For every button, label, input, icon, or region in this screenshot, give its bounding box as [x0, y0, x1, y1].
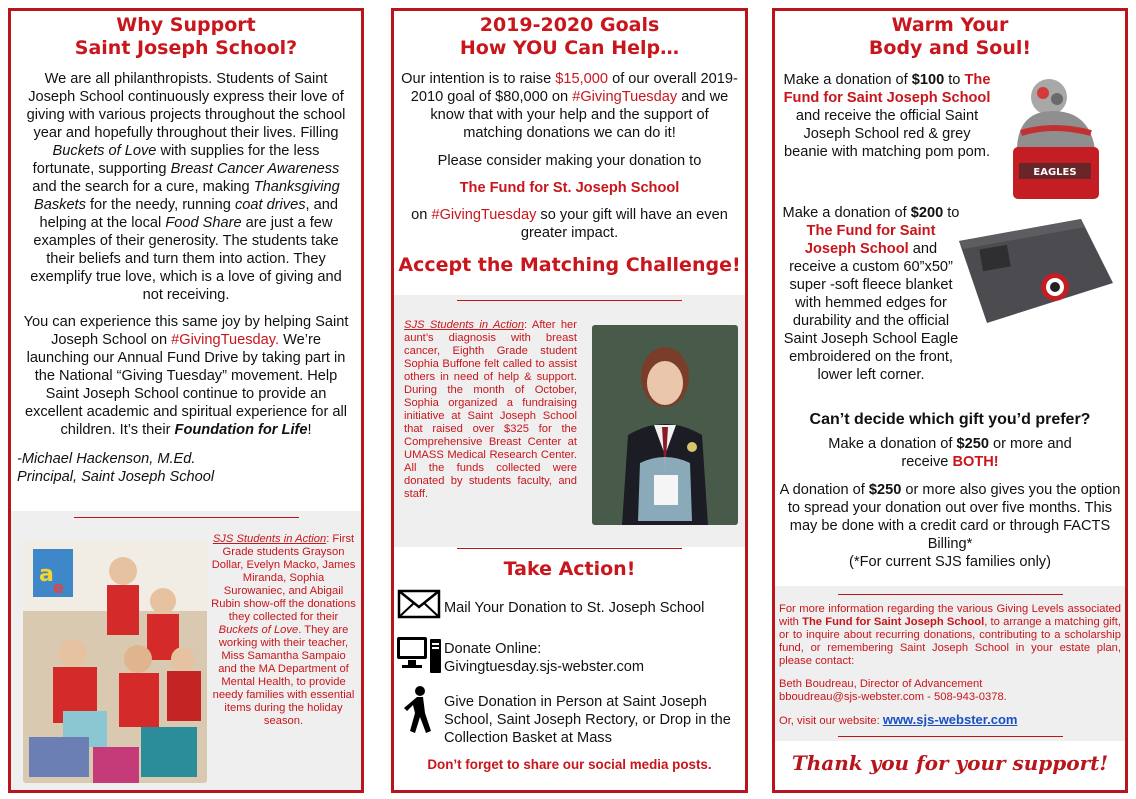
sophia-buffone-photo: [592, 325, 738, 525]
more-info-text: For more information regarding the various Giving Levels associated with The Fund for Saint Joseph School, to arrange a matching gift, or to inquire about recurring donations, contributing to a scholarship fund, or remembering Saint Joseph School in your estate plan, please contact:: [779, 603, 1121, 667]
panel3-title: Warm Your Body and Soul!: [868, 14, 1032, 59]
first-grade-students-photo: [23, 541, 207, 783]
decide-question: Can’t decide which gift you’d prefer?: [809, 411, 1091, 428]
panel2-paragraph-2: Please consider making your donation to: [437, 153, 702, 169]
installment-offer: A donation of $250 or more also gives you the option to spread your donation out over five months. This may be done with a credit card or through FACTS Billing* (*For current SJS families only): [779, 482, 1121, 570]
contact-section: [775, 586, 1125, 741]
computer-icon: [394, 635, 444, 675]
divider: [838, 736, 1063, 737]
panel-warm-your-body: [772, 8, 1128, 793]
panel2-paragraph-3: on #GivingTuesday so your gift will have an even greater impact.: [411, 207, 728, 241]
blanket-offer-text: and receive a custom 60”x50” super -soft fleece blanket with hemmed edges for durability and the official Saint Joseph School Eagle embroidered on the front, lower left corner.: [783, 241, 959, 383]
thank-you-message: Thank you for your support!: [791, 751, 1109, 775]
panel1-paragraph-2: You can experience this same joy by helping Saint Joseph School on #GivingTuesday. We’re launching our Annual Fund Drive by taking part in the National “Giving Tuesday” movement. Help Saint Joseph School continue to provide an excellent academic and spiritual experience for all children. It’s their Foundation for Life!: [23, 314, 349, 438]
website-line: Or, visit our website: www.sjs-webster.com: [779, 712, 1018, 727]
beanie-photo: [1003, 77, 1107, 209]
both-offer: Make a donation of $250 or more and receive BOTH!: [828, 436, 1072, 470]
panel1-caption-section: [11, 511, 361, 790]
panel1-title: Why Support Saint Joseph School?: [74, 14, 298, 59]
divider: [457, 300, 682, 301]
walking-person-icon: [394, 685, 444, 735]
panel2-paragraph-1: Our intention is to raise $15,000 of our overall 2019-2010 goal of $80,000 on #GivingTuesday and we know that with your help and the support of matching donations we can do it!: [401, 71, 738, 141]
panel2-caption-section: [394, 295, 745, 547]
panel1-paragraph-1: We are all philanthropists. Students of Saint Joseph School continuously express their love of giving with various projects throughout the school year and hopefully throughout their lives. Filling Buckets of Love with supplies for the less fortunate, supporting Breast Cancer Awareness and the search for a cure, making Thanksgiving Baskets for the needy, running coat drives, and helping at the local Food Share are just a few examples of their generosity. The students take their beliefs and turn them into action. They exemplify true love, which is a love of giving and not receiving.: [26, 71, 346, 303]
action-mail: Mail Your Donation to St. Joseph School: [394, 589, 745, 619]
action-give-in-person: Give Donation in Person at Saint Joseph School, Saint Joseph Rectory, or Drop in the Collection Basket at Mass: [394, 685, 745, 747]
divider: [74, 517, 299, 518]
matching-challenge-heading: Accept the Matching Challenge!: [398, 254, 741, 276]
blanket-photo: [951, 211, 1121, 331]
fund-name: The Fund for St. Joseph School: [459, 180, 680, 196]
svg-text:e: e: [53, 578, 64, 597]
svg-text:a: a: [39, 562, 54, 587]
share-reminder: Don’t forget to share our social media posts.: [427, 757, 712, 772]
contact-email-phone[interactable]: bboudreau@sjs-webster.com - 508-943-0378.: [779, 691, 1007, 703]
contact-info: Beth Boudreau, Director of Advancement bboudreau@sjs-webster.com - 508-943-0378.: [779, 678, 1121, 704]
divider: [838, 594, 1063, 595]
panel1-photo-caption: SJS Students in Action: First Grade students Grayson Dollar, Evelyn Macko, James Miranda, Sophia Surowaniec, and Abigail Rubin show-off the donations they collected for their Buckets of Love. They are working with their teacher, Miss Samantha Sampaio and the MA Department of Mental Health, to provide needy families with essential items during the holiday season.: [211, 533, 356, 727]
take-action-heading: Take Action!: [503, 558, 636, 580]
beanie-offer: Make a donation of $100 to The Fund for Saint Joseph School and receive the official Saint Joseph School red & grey beanie with matching pom pom.: [783, 72, 991, 160]
panel-why-support: [8, 8, 364, 793]
beanie-logo-text: EAGLES: [1033, 167, 1077, 178]
website-link[interactable]: www.sjs-webster.com: [882, 712, 1018, 727]
action-donate-online: Donate Online: Givingtuesday.sjs-webster.com: [394, 635, 745, 676]
divider: [457, 548, 682, 549]
panel-goals: [391, 8, 748, 793]
panel2-photo-caption: SJS Students in Action: After her aunt’s diagnosis with breast cancer, Eighth Grade student Sophia Buffone felt called to assist others in need of help & support. During the month of October, Sophia organized a fundraising initiative at Saint Joseph School that raised over $325 for the Comprehensive Breast Center at UMASS Medical Research Center. All the funds collected were donated by students faculty, and staff.: [404, 319, 577, 500]
blanket-offer-part1: Make a donation of $200 to The Fund for Saint Joseph School and receive a custom 60”x50” super -soft fleece blanket with hemmed edges for durability and the official Saint Joseph School Eagle embroidered on the front, lower left corner.: [782, 205, 960, 383]
panel1-signature: -Michael Hackenson, M.Ed. Principal, Saint Joseph School: [17, 451, 215, 485]
envelope-icon: [394, 589, 444, 619]
panel2-title: 2019-2020 Goals How YOU Can Help…: [459, 14, 680, 59]
